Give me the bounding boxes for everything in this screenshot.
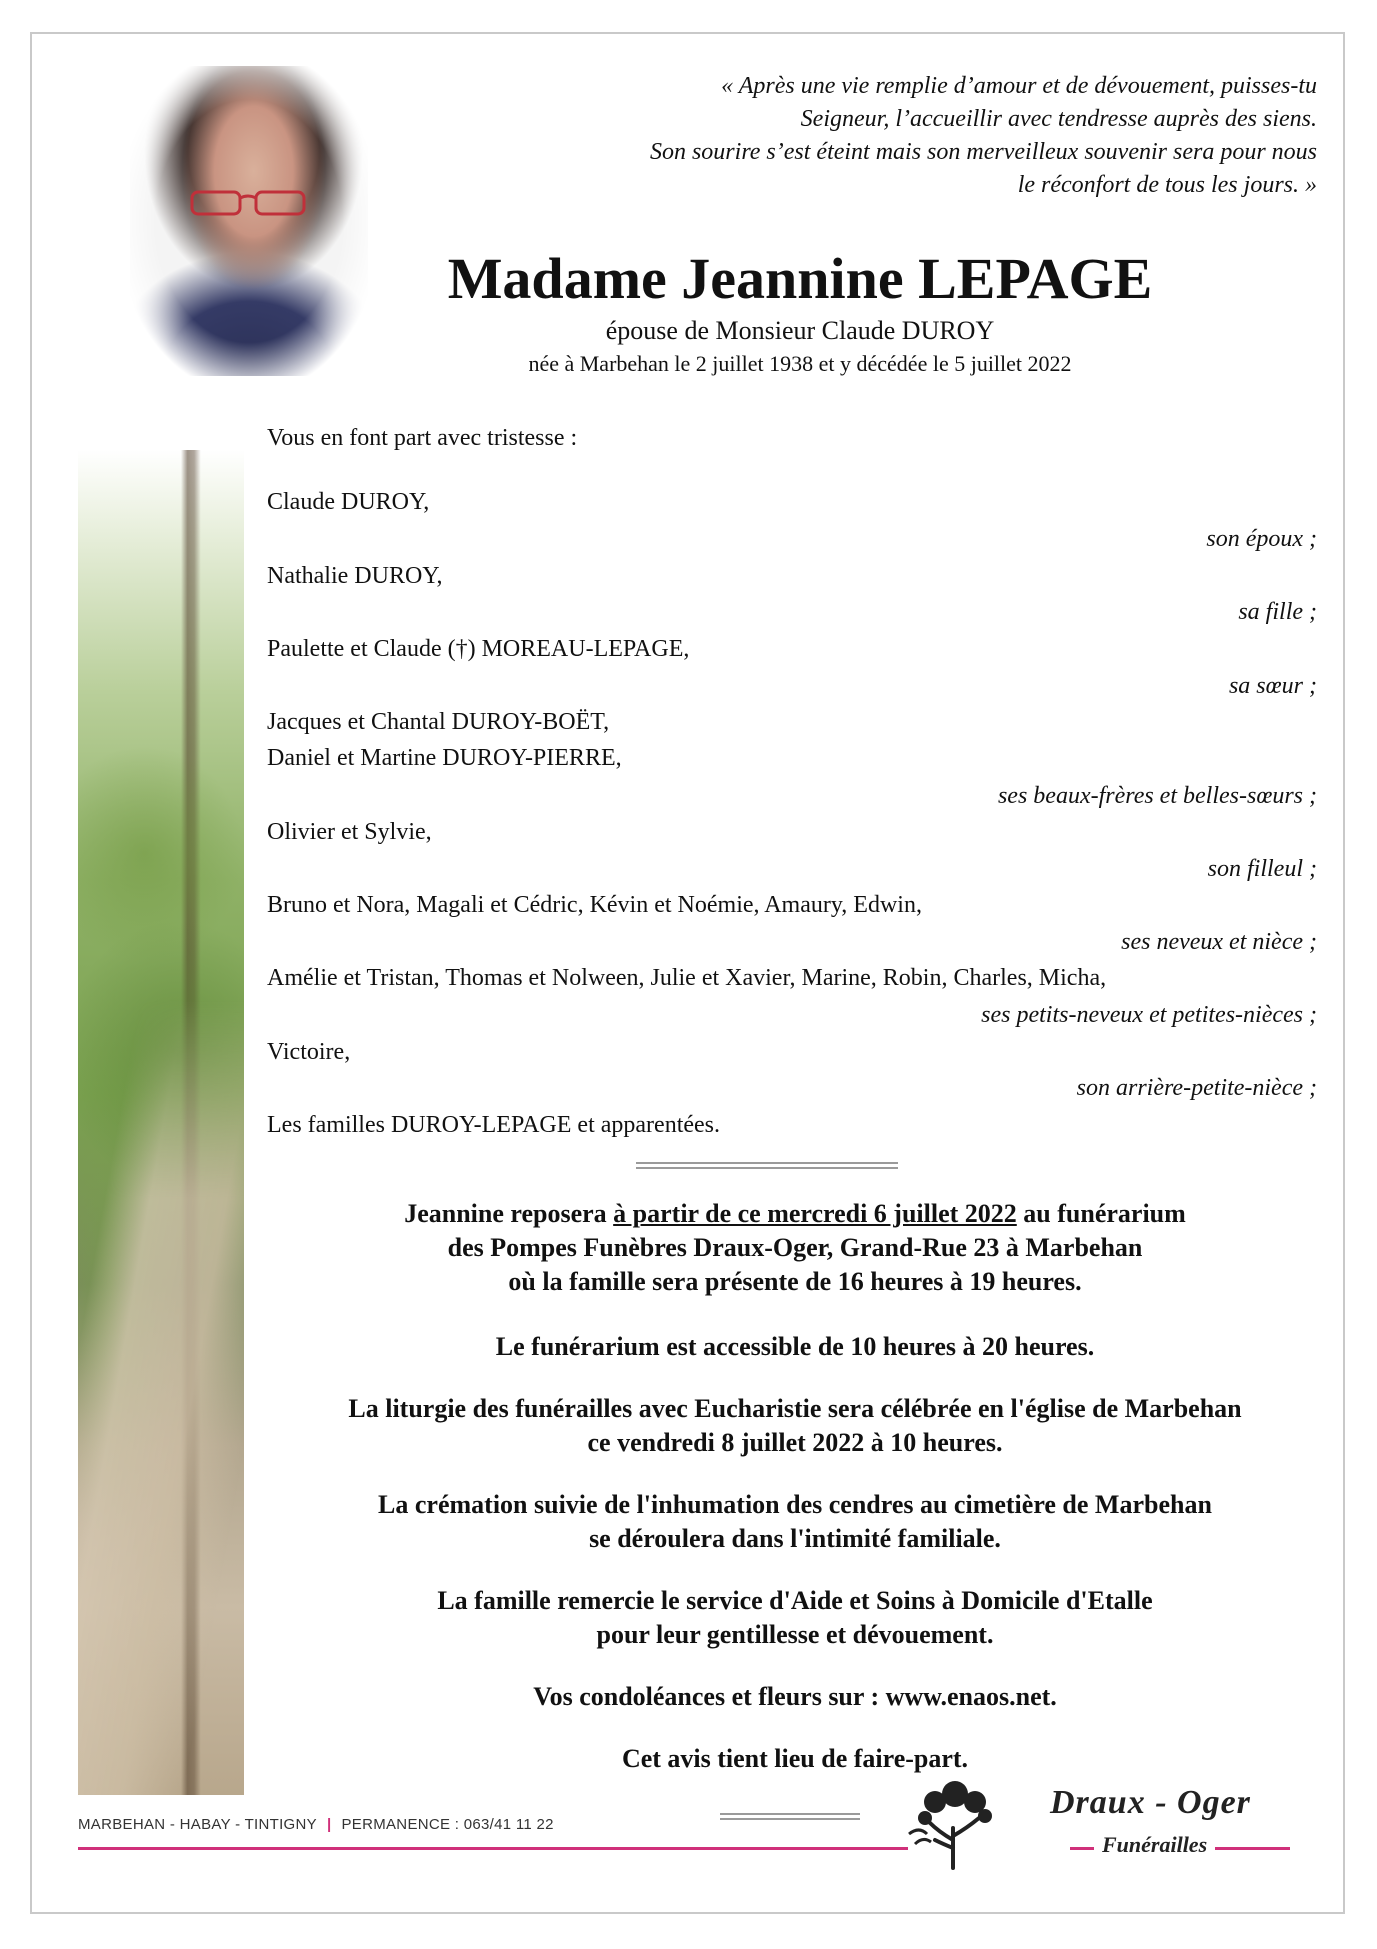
info-text: La liturgie des funérailles avec Eucharistie sera célébrée en l'église de Marbehan	[348, 1394, 1242, 1423]
condolences-paragraph	[270, 1680, 1320, 1714]
family-relation: son arrière-petite-nièce ;	[1076, 1075, 1317, 1101]
family-names: Les familles DUROY-LEPAGE et apparentées.	[267, 1112, 720, 1138]
footer-divider	[720, 1813, 860, 1820]
birth-death-line: née à Marbehan le 2 juillet 1938 et y décédée le 5 juillet 2022	[528, 351, 1072, 376]
family-relation: ses neveux et nièce ;	[1121, 929, 1317, 955]
footer-contact	[78, 1816, 554, 1833]
family-names: Daniel et Martine DUROY-PIERRE,	[267, 745, 622, 771]
glasses-detail	[186, 186, 310, 218]
info-text: ce vendredi 8 juillet 2022 à 10 heures.	[587, 1428, 1003, 1457]
quote-line: le réconfort de tous les jours. »	[1017, 172, 1317, 198]
family-names: Bruno et Nora, Magali et Cédric, Kévin et Noémie, Amaury, Edwin,	[267, 892, 922, 918]
memorial-quote	[457, 70, 1317, 202]
family-relation: sa fille ;	[1238, 599, 1317, 625]
quote-line: Seigneur, l’accueillir avec tendresse auprès des siens.	[800, 106, 1317, 132]
cremation-paragraph	[270, 1488, 1320, 1556]
info-text: Vos condoléances et fleurs sur : www.enaos.net.	[533, 1682, 1057, 1711]
family-names: Paulette et Claude (†) MOREAU-LEPAGE,	[267, 636, 690, 662]
deceased-name: Madame Jeannine LEPAGE	[447, 246, 1153, 311]
info-text: se déroulera dans l'intimité familiale.	[589, 1524, 1001, 1553]
info-text: au funérarium	[1016, 1199, 1186, 1228]
info-text: des Pompes Funèbres Draux-Oger, Grand-Rue 23 à Marbehan	[447, 1233, 1143, 1262]
family-names: Claude DUROY,	[267, 489, 430, 515]
info-text: Jeannine reposera	[404, 1199, 614, 1228]
info-text: pour leur gentillesse et dévouement.	[596, 1620, 994, 1649]
funerarium-paragraph	[270, 1197, 1320, 1299]
tree-logo-icon	[905, 1778, 1005, 1872]
family-relation: ses petits-neveux et petites-nièces ;	[981, 1002, 1317, 1028]
footer-permanence: PERMANENCE : 063/41 11 22	[341, 1816, 554, 1833]
hours-paragraph	[270, 1330, 1320, 1364]
forest-path-overlay	[78, 1000, 244, 1795]
family-names: Jacques et Chantal DUROY-BOËT,	[267, 709, 610, 735]
family-relation: ses beaux-frères et belles-sœurs ;	[997, 783, 1317, 809]
info-text: La famille remercie le service d'Aide et Soins à Domicile d'Etalle	[437, 1586, 1153, 1615]
portrait-photo	[130, 66, 368, 376]
info-text: La crémation suivie de l'inhumation des cendres au cimetière de Marbehan	[378, 1490, 1212, 1519]
footer-separator: |	[326, 1816, 332, 1833]
spouse-line: épouse de Monsieur Claude DUROY	[605, 316, 995, 345]
section-divider	[636, 1162, 898, 1169]
family-names: Olivier et Sylvie,	[267, 819, 432, 845]
footer-locations: MARBEHAN - HABAY - TINTIGNY	[78, 1816, 317, 1833]
logo-subtitle: Funérailles	[1094, 1832, 1215, 1858]
family-names: Nathalie DUROY,	[267, 563, 443, 589]
info-text: Le funérarium est accessible de 10 heures à 20 heures.	[495, 1332, 1095, 1361]
family-relation: sa sœur ;	[1228, 673, 1317, 699]
family-names: Amélie et Tristan, Thomas et Nolween, Julie et Xavier, Marine, Robin, Charles, Micha,	[267, 965, 1107, 991]
info-text: Cet avis tient lieu de faire-part.	[621, 1744, 969, 1773]
info-date-underlined: à partir de ce mercredi 6 juillet 2022	[613, 1199, 1017, 1228]
family-relation: son filleul ;	[1207, 856, 1317, 882]
family-relation: son époux ;	[1206, 526, 1317, 552]
family-names: Victoire,	[267, 1039, 351, 1065]
thanks-paragraph	[270, 1584, 1320, 1652]
faire-part-paragraph	[270, 1742, 1320, 1776]
liturgy-paragraph	[270, 1392, 1320, 1460]
family-intro: Vous en font part avec tristesse :	[267, 425, 578, 451]
logo-name: Draux - Oger	[1050, 1784, 1251, 1821]
info-text: où la famille sera présente de 16 heures à 19 heures.	[508, 1267, 1082, 1296]
footer-accent-line	[78, 1847, 908, 1850]
quote-line: « Après une vie remplie d’amour et de dévouement, puisses-tu	[721, 73, 1317, 99]
quote-line: Son sourire s’est éteint mais son merveilleux souvenir sera pour nous	[649, 139, 1317, 165]
